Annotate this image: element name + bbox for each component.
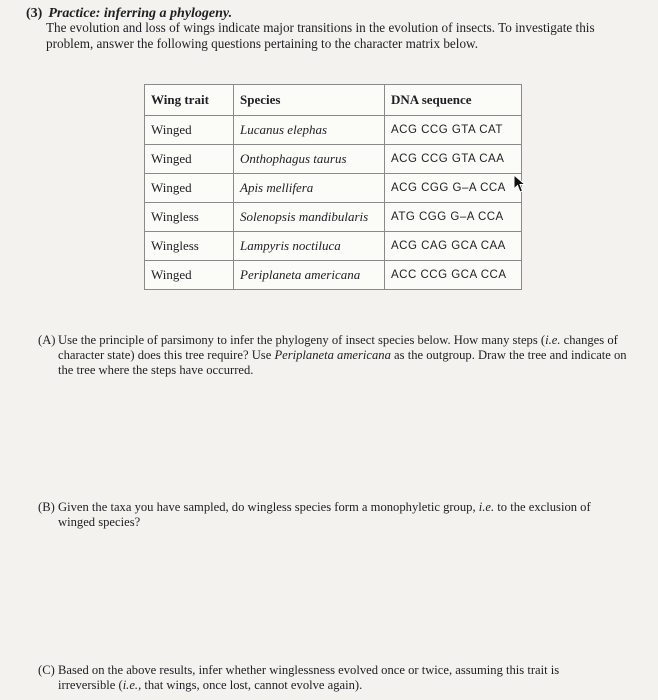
question-c-text: [58, 663, 608, 693]
intro-paragraph: The evolution and loss of wings indicate major transitions in the evolution of insects. To investigate this problem, answer the following questions pertaining to the character matrix below.: [46, 20, 595, 51]
table-row: [145, 145, 522, 174]
table-row: [145, 203, 522, 232]
wing-trait-cell: Winged: [145, 261, 234, 290]
question-a-text-part: Use the principle of parsimony to infer the phylogeny of insect species below. How many steps (: [58, 333, 546, 347]
problem-number: (3): [26, 6, 43, 21]
question-c-label: (C): [38, 663, 55, 677]
question-a-label: (A): [38, 333, 56, 347]
header-dna-sequence: DNA sequence: [385, 85, 522, 116]
wing-trait-cell: Winged: [145, 145, 234, 174]
wing-trait-cell: Wingless: [145, 232, 234, 261]
table-row: [145, 261, 522, 290]
table-row: [145, 232, 522, 261]
problem-title: Practice: inferring a phylogeny.: [48, 6, 233, 21]
species-cell: Onthophagus taurus: [234, 145, 385, 174]
table-row: [145, 116, 522, 145]
dna-sequence-cell: ACC CCG GCA CCA: [385, 261, 522, 290]
question-b-text: [58, 500, 598, 530]
question-a: [38, 333, 628, 378]
question-c-text-part: that wings, once lost, cannot evolve again).: [141, 678, 363, 692]
species-cell: Solenopsis mandibularis: [234, 203, 385, 232]
table-row: [145, 174, 522, 203]
question-b-label: (B): [38, 500, 55, 514]
species-cell: Lampyris noctiluca: [234, 232, 385, 261]
question-b: [38, 500, 598, 530]
dna-sequence-cell: ACG CCG GTA CAT: [385, 116, 522, 145]
question-a-text-part: as the outgroup. Draw the tree and indicate on the tree where the steps have occurred.: [58, 348, 627, 377]
question-b-ie: i.e.: [478, 500, 495, 514]
question-b-text-part: to the exclusion of winged species?: [58, 500, 591, 529]
question-b-text-part: Given the taxa you have sampled, do wingless species form a monophyletic group,: [58, 500, 479, 514]
header-wing-trait: Wing trait: [145, 85, 234, 116]
species-cell: Apis mellifera: [234, 174, 385, 203]
species-cell: Lucanus elephas: [234, 116, 385, 145]
dna-sequence-cell: ACG CGG G–A CCA: [385, 174, 522, 203]
dna-sequence-cell: ACG CAG GCA CAA: [385, 232, 522, 261]
question-a-text: [58, 333, 628, 378]
dna-sequence-cell: ATG CGG G–A CCA: [385, 203, 522, 232]
species-cell: Periplaneta americana: [234, 261, 385, 290]
question-a-text-part: changes of character state) does this tree require? Use: [58, 333, 618, 362]
header-species: Species: [234, 85, 385, 116]
wing-trait-cell: Winged: [145, 116, 234, 145]
matrix-header-row: [145, 85, 522, 116]
question-a-outgroup-species: Periplaneta americana: [274, 348, 391, 362]
question-c-ie: i.e.,: [122, 678, 142, 692]
question-c: [38, 663, 608, 693]
question-c-text-part: Based on the above results, infer whether winglessness evolved once or twice, assuming this trait is irreversible (: [58, 663, 560, 692]
mouse-pointer-icon: [513, 174, 527, 194]
question-a-ie: i.e.: [545, 333, 561, 347]
dna-sequence-cell: ACG CCG GTA CAA: [385, 145, 522, 174]
wing-trait-cell: Winged: [145, 174, 234, 203]
character-matrix: [144, 84, 522, 290]
wing-trait-cell: Wingless: [145, 203, 234, 232]
